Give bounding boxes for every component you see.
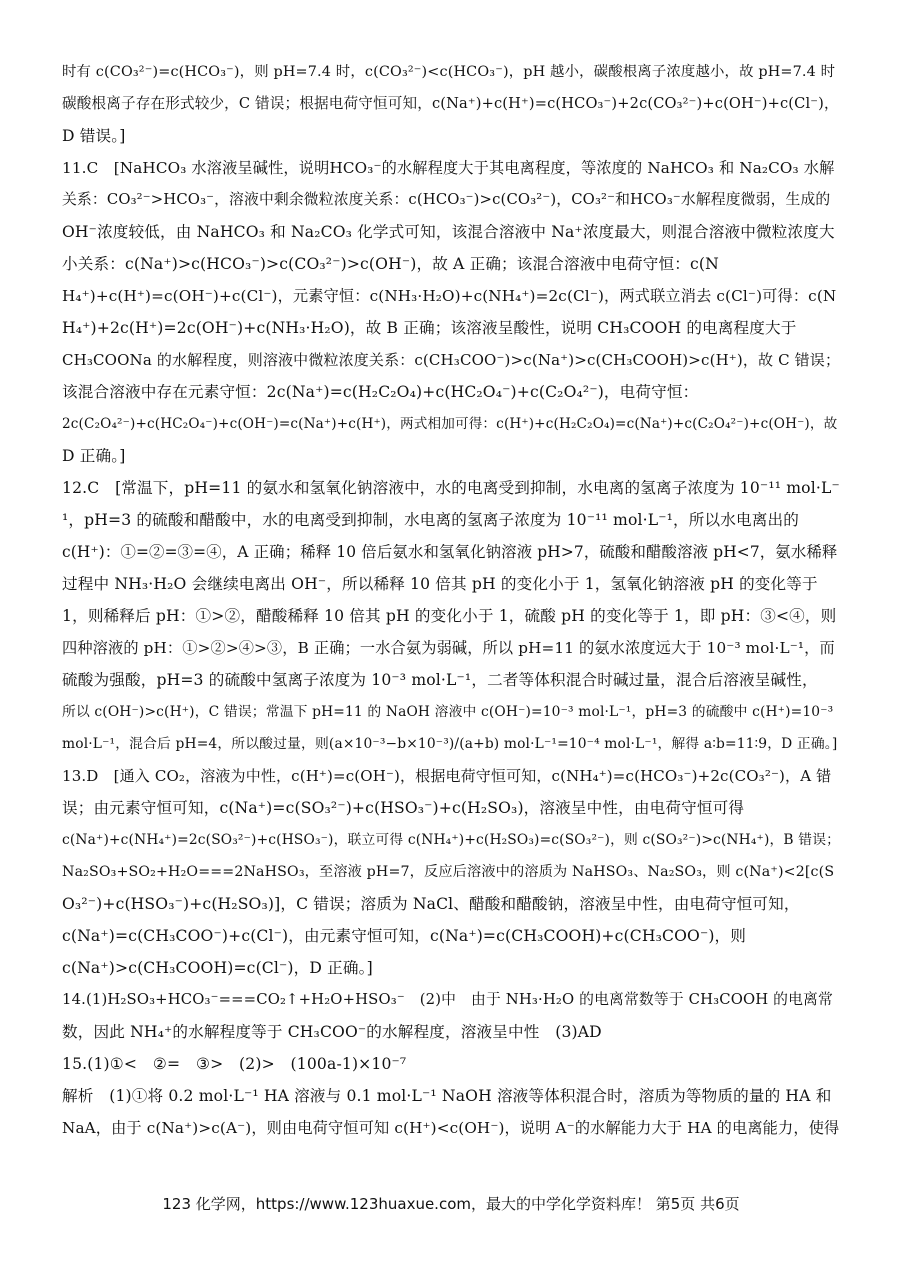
text-line: 解析 (1)①将 0.2 mol·L⁻¹ HA 溶液与 0.1 mol·L⁻¹ NaOH 溶液等体积混合时，溶质为等物质的量的 HA 和	[62, 1087, 832, 1105]
text-line: 所以 c(OH⁻)>c(H⁺)，C 错误；常温下 pH=11 的 NaOH 溶液中 c(OH⁻)=10⁻³ mol·L⁻¹，pH=3 的硫酸中 c(H⁺)=10⁻³	[62, 704, 834, 720]
page-footer: 123 化学网，https://www.123huaxue.com，最大的中学化学资料库！ 第5页 共6页	[162, 1195, 740, 1213]
text-line: H₄⁺)+2c(H⁺)=2c(OH⁻)+c(NH₃·H₂O)，故 B 正确；该溶液呈酸性，说明 CH₃COOH 的电离程度大于	[62, 319, 797, 337]
text-line: 12.C [常温下，pH=11 的氨水和氢氧化钠溶液中，水的电离受到抑制，水电离的氢离子浓度为 10⁻¹¹ mol·L⁻	[62, 479, 840, 497]
text-line: D 错误。]	[62, 127, 126, 145]
text-line: 13.D [通入 CO₂，溶液为中性，c(H⁺)=c(OH⁻)，根据电荷守恒可知，c(NH₄⁺)=c(HCO₃⁻)+2c(CO₃²⁻)，A 错	[62, 767, 832, 785]
text-line: 14.(1)H₂SO₃+HCO₃⁻===CO₂↑+H₂O+HSO₃⁻ (2)中 由于 NH₃·H₂O 的电离常数等于 CH₃COOH 的电离常	[62, 991, 833, 1008]
text-line: 小关系：c(Na⁺)>c(HCO₃⁻)>c(CO₃²⁻)>c(OH⁻)，故 A 正确；该混合溶液中电荷守恒：c(N	[62, 255, 719, 273]
text-line: 该混合溶液中存在元素守恒：2c(Na⁺)=c(H₂C₂O₄)+c(HC₂O₄⁻)+c(C₂O₄²⁻)，电荷守恒：	[62, 383, 699, 401]
text-line: OH⁻浓度较低，由 NaHCO₃ 和 Na₂CO₃ 化学式可知，该混合溶液中 Na⁺浓度最大，则混合溶液中微粒浓度大	[62, 223, 835, 241]
text-line: 2c(C₂O₄²⁻)+c(HC₂O₄⁻)+c(OH⁻)=c(Na⁺)+c(H⁺)，两式相加可得：c(H⁺)+c(H₂C₂O₄)=c(Na⁺)+c(C₂O₄²⁻)+c(OH⁻)，故	[62, 416, 838, 432]
text-line: CH₃COONa 的水解程度，则溶液中微粒浓度关系：c(CH₃COO⁻)>c(Na⁺)>c(CH₃COOH)>c(H⁺)，故 C 错误；	[62, 351, 841, 369]
text-line: 四种溶液的 pH：①>②>④>③，B 正确；一水合氨为弱碱，所以 pH=11 的氨水浓度远大于 10⁻³ mol·L⁻¹，而	[62, 639, 835, 657]
text-line: 时有 c(CO₃²⁻)=c(HCO₃⁻)，则 pH=7.4 时，c(CO₃²⁻)<c(HCO₃⁻)，pH 越小，碳酸根离子浓度越小，故 pH=7.4 时	[62, 64, 836, 80]
text-line: c(Na⁺)>c(CH₃COOH)=c(Cl⁻)，D 正确。]	[62, 959, 373, 977]
text-line: 碳酸根离子存在形式较少，C 错误；根据电荷守恒可知，c(Na⁺)+c(H⁺)=c(HCO₃⁻)+2c(CO₃²⁻)+c(OH⁻)+c(Cl⁻)，	[62, 95, 839, 112]
text-line: 误；由元素守恒可知，c(Na⁺)=c(SO₃²⁻)+c(HSO₃⁻)+c(H₂SO₃)，溶液呈中性，由电荷守恒可得	[62, 799, 745, 817]
text-line: NaA，由于 c(Na⁺)>c(A⁻)，则由电荷守恒可知 c(H⁺)<c(OH⁻)，说明 A⁻的水解能力大于 HA 的电离能力，使得	[62, 1119, 840, 1137]
text-line: c(Na⁺)+c(NH₄⁺)=2c(SO₃²⁻)+c(HSO₃⁻)，联立可得 c(NH₄⁺)+c(H₂SO₃)=c(SO₃²⁻)，则 c(SO₃²⁻)>c(NH₄⁺)，B 错误；	[62, 832, 841, 848]
text-line: c(Na⁺)=c(CH₃COO⁻)+c(Cl⁻)，由元素守恒可知，c(Na⁺)=c(CH₃COOH)+c(CH₃COO⁻)，则	[62, 927, 747, 945]
text-line: D 正确。]	[62, 447, 126, 465]
text-line: c(H⁺)：①=②=③=④，A 正确；稀释 10 倍后氨水和氢氧化钠溶液 pH>7，硫酸和醋酸溶液 pH<7，氨水稀释	[62, 543, 838, 561]
text-line: 数，因此 NH₄⁺的水解程度等于 CH₃COO⁻的水解程度，溶液呈中性 (3)AD	[62, 1023, 602, 1041]
text-line: ¹，pH=3 的硫酸和醋酸中，水的电离受到抑制，水电离的氢离子浓度为 10⁻¹¹ mol·L⁻¹，所以水电离出的	[62, 511, 799, 529]
text-line: 1，则稀释后 pH：①>②，醋酸稀释 10 倍其 pH 的变化小于 1，硫酸 pH 的变化等于 1，即 pH：③<④，则	[62, 607, 837, 625]
text-line: H₄⁺)+c(H⁺)=c(OH⁻)+c(Cl⁻)，元素守恒：c(NH₃·H₂O)+c(NH₄⁺)=2c(Cl⁻)，两式联立消去 c(Cl⁻)可得：c(N	[62, 287, 837, 305]
document-body	[62, 56, 840, 1144]
text-line: Na₂SO₃+SO₂+H₂O===2NaHSO₃，至溶液 pH=7，反应后溶液中的溶质为 NaHSO₃、Na₂SO₃，则 c(Na⁺)<2[c(S	[62, 864, 835, 880]
text-line: 过程中 NH₃·H₂O 会继续电离出 OH⁻，所以稀释 10 倍其 pH 的变化小于 1，氢氧化钠溶液 pH 的变化等于	[62, 575, 818, 593]
text-line: mol·L⁻¹，混合后 pH=4，所以酸过量，则(a×10⁻³−b×10⁻³)/(a+b) mol·L⁻¹=10⁻⁴ mol·L⁻¹，解得 a∶b=11∶9，D 正确。]	[62, 736, 838, 752]
text-line: 15.(1)①< ②= ③> (2)> (100a-1)×10⁻⁷	[62, 1055, 407, 1073]
text-line: 关系：CO₃²⁻>HCO₃⁻，溶液中剩余微粒浓度关系：c(HCO₃⁻)>c(CO₃²⁻)，CO₃²⁻和HCO₃⁻水解程度微弱，生成的	[62, 191, 831, 208]
text-line: 硫酸为强酸，pH=3 的硫酸中氢离子浓度为 10⁻³ mol·L⁻¹，二者等体积混合时碱过量，混合后溶液呈碱性，	[62, 671, 818, 689]
text-line: O₃²⁻)+c(HSO₃⁻)+c(H₂SO₃)]，C 错误；溶质为 NaCl、醋酸和醋酸钠，溶液呈中性，由电荷守恒可知，	[62, 895, 800, 913]
text-line: 11.C [NaHCO₃ 水溶液呈碱性，说明HCO₃⁻的水解程度大于其电离程度，等浓度的 NaHCO₃ 和 Na₂CO₃ 水解	[62, 159, 835, 177]
